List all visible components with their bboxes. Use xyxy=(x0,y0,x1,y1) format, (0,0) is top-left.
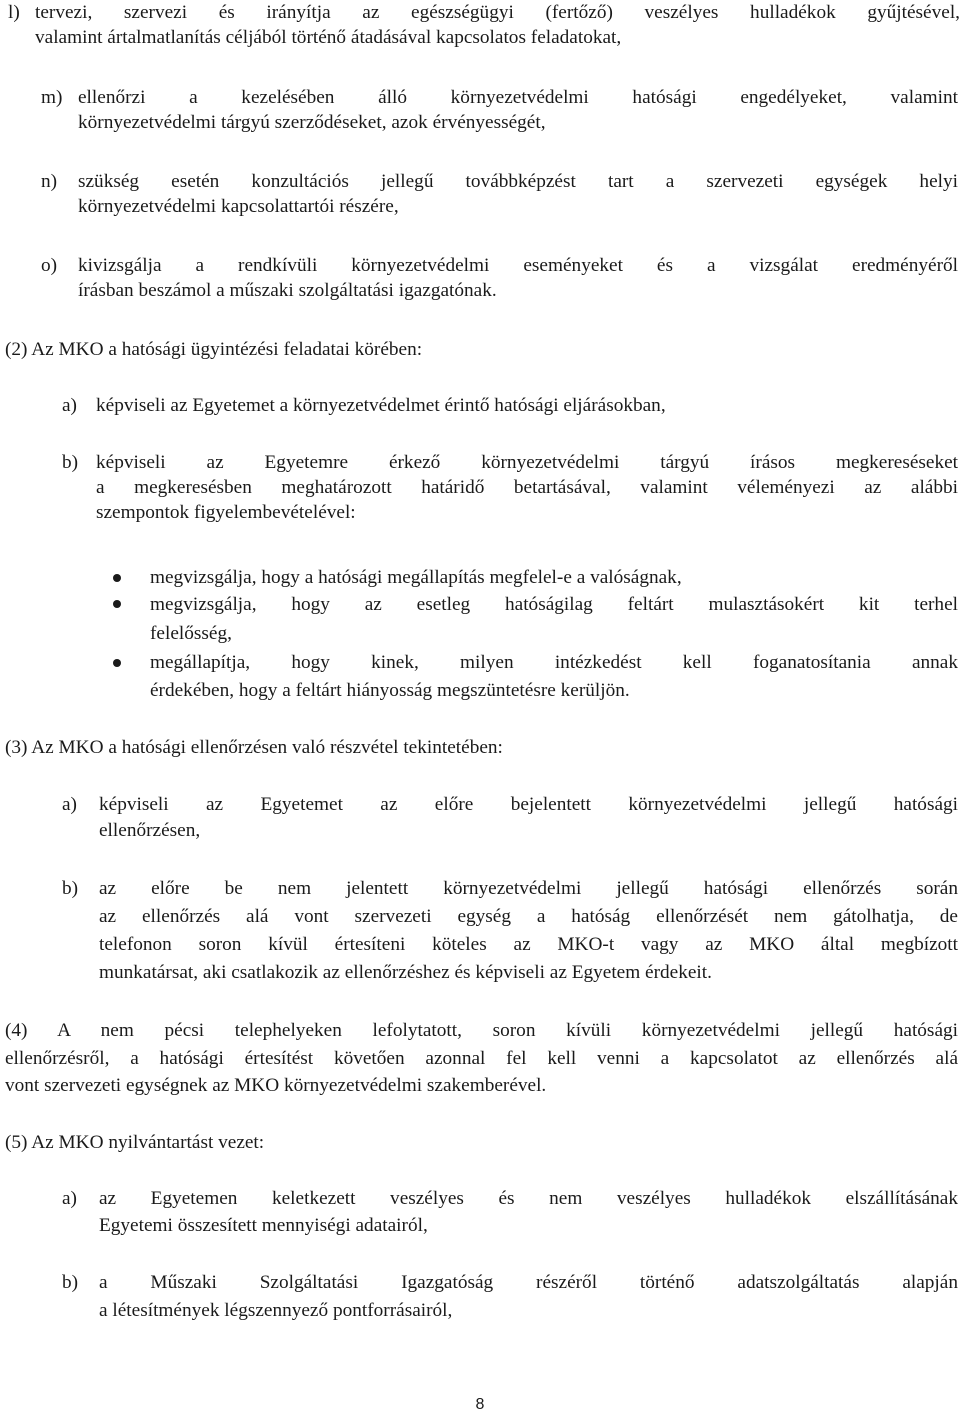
list-label: m) xyxy=(41,87,63,108)
section-2-item-b xyxy=(62,450,958,475)
section-4-paragraph-cont: ellenőrzésről, a hatósági értesítést követően azonnal fel kell venni a kapcsolatot az ellenőrzés alá xyxy=(5,1048,958,1069)
list-text-line: az ellenőrzés alá vont szervezeti egység a hatóság ellenőrzését nem gátolhatja, de xyxy=(99,906,958,927)
list-text-line: szükség esetén konzultációs jellegű továbbképzést tart a szervezeti egységek helyi xyxy=(78,171,958,192)
list-text-line: az előre be nem jelentett környezetvédelmi jellegű hatósági ellenőrzés során xyxy=(99,878,958,899)
section-3-item-b-cont xyxy=(99,960,958,985)
list-label: b) xyxy=(62,878,79,899)
section-3-heading: (3) Az MKO a hatósági ellenőrzésen való részvétel tekintetében: xyxy=(5,737,503,758)
list-label: l) xyxy=(8,2,20,23)
list-label: a) xyxy=(62,395,77,416)
list-text-line: képviseli az Egyetemet az előre bejelentett környezetvédelmi jellegű hatósági xyxy=(99,794,958,815)
section-4-paragraph-cont: vont szervezeti egységnek az MKO környezetvédelmi szakemberével. xyxy=(5,1075,547,1096)
list-text-line: a megkeresésben meghatározott határidő betartásával, valamint véleményezi az alábbi xyxy=(96,477,958,498)
bullet-item-cont: érdekében, hogy a feltárt hiányosság megszüntetésre kerüljön. xyxy=(150,680,630,701)
list-label: o) xyxy=(41,255,58,276)
list-label: b) xyxy=(62,1272,79,1293)
list-text-line: tervezi, szervezi és irányítja az egészségügyi (fertőző) veszélyes hulladékok gyűjtésével, xyxy=(35,2,960,23)
list-text-line: írásban beszámol a műszaki szolgáltatási igazgatónak. xyxy=(78,280,497,301)
section-2-heading: (2) Az MKO a hatósági ügyintézési feladatai körében: xyxy=(5,339,423,360)
section-4-paragraph: (4) A nem pécsi telephelyeken lefolytatott, soron kívüli környezetvédelmi jellegű hatósági xyxy=(5,1020,958,1041)
list-item-n-cont xyxy=(78,194,958,219)
section-5-item-a-cont xyxy=(99,1213,958,1238)
page-number: 8 xyxy=(475,1396,485,1413)
section-5-heading: (5) Az MKO nyilvántartást vezet: xyxy=(5,1132,265,1153)
list-label: a) xyxy=(62,794,77,815)
list-label: a) xyxy=(62,1188,77,1209)
bullet-item: megállapítja, hogy kinek, milyen intézkedést kell foganatosítania annak xyxy=(150,652,958,673)
section-5-item-a xyxy=(62,1186,958,1211)
bullet-icon xyxy=(113,659,121,667)
list-text-line: munkatársat, aki csatlakozik az ellenőrzéshez és képviseli az Egyetem érdekeit. xyxy=(99,962,712,983)
list-item-l-cont xyxy=(35,25,960,50)
list-label: n) xyxy=(41,171,58,192)
list-text-line: környezetvédelmi kapcsolattartói részére, xyxy=(78,196,399,217)
section-2-item-b-cont xyxy=(96,475,958,500)
section-3-item-b-cont xyxy=(99,904,958,929)
list-text-line: telefonon soron kívül értesíteni köteles az MKO-t vagy az MKO által megbízott xyxy=(99,934,958,955)
list-item-o-cont xyxy=(78,278,958,303)
list-label: b) xyxy=(62,452,79,473)
list-item-n xyxy=(41,169,958,194)
list-text-line: ellenőrzi a kezelésében álló környezetvédelmi hatósági engedélyeket, valamint xyxy=(78,87,958,108)
section-3-item-a xyxy=(62,792,958,817)
bullet-item: megvizsgálja, hogy a hatósági megállapítás megfelel-e a valóságnak, xyxy=(150,567,682,588)
list-text-line: az Egyetemen keletkezett veszélyes és nem veszélyes hulladékok elszállításának xyxy=(99,1188,958,1209)
section-5-item-b-cont xyxy=(99,1298,958,1323)
list-item-m xyxy=(41,85,958,110)
section-2-item-b-cont xyxy=(96,500,958,525)
list-item-l xyxy=(8,0,960,25)
bullet-icon xyxy=(113,574,121,582)
list-item-o xyxy=(41,253,958,278)
section-3-item-b-cont xyxy=(99,932,958,957)
bullet-item-cont: felelősség, xyxy=(150,623,232,644)
list-text-line: a Műszaki Szolgáltatási Igazgatóság részéről történő adatszolgáltatás alapján xyxy=(99,1272,958,1293)
section-5-item-b xyxy=(62,1270,958,1295)
list-text-line: Egyetemi összesített mennyiségi adatairól, xyxy=(99,1215,428,1236)
list-item-m-cont xyxy=(78,110,958,135)
section-2-item-a xyxy=(62,393,958,418)
list-text-line: képviseli az Egyetemet a környezetvédelmet érintő hatósági eljárásokban, xyxy=(96,395,666,416)
list-text-line: szempontok figyelembevételével: xyxy=(96,502,356,523)
section-3-item-a-cont xyxy=(99,818,958,843)
list-text-line: ellenőrzésen, xyxy=(99,820,201,841)
bullet-item: megvizsgálja, hogy az esetleg hatóságilag feltárt mulasztásokért kit terhel xyxy=(150,594,958,615)
list-text-line: a létesítmények légszennyező pontforrásairól, xyxy=(99,1300,453,1321)
list-text-line: valamint ártalmatlanítás céljából történő átadásával kapcsolatos feladatokat, xyxy=(35,27,622,48)
bullet-icon xyxy=(113,600,121,608)
list-text-line: képviseli az Egyetemre érkező környezetvédelmi tárgyú írásos megkereséseket xyxy=(96,452,958,473)
list-text-line: környezetvédelmi tárgyú szerződéseket, azok érvényességét, xyxy=(78,112,546,133)
list-text-line: kivizsgálja a rendkívüli környezetvédelmi eseményeket és a vizsgálat eredményéről xyxy=(78,255,958,276)
section-3-item-b xyxy=(62,876,958,901)
